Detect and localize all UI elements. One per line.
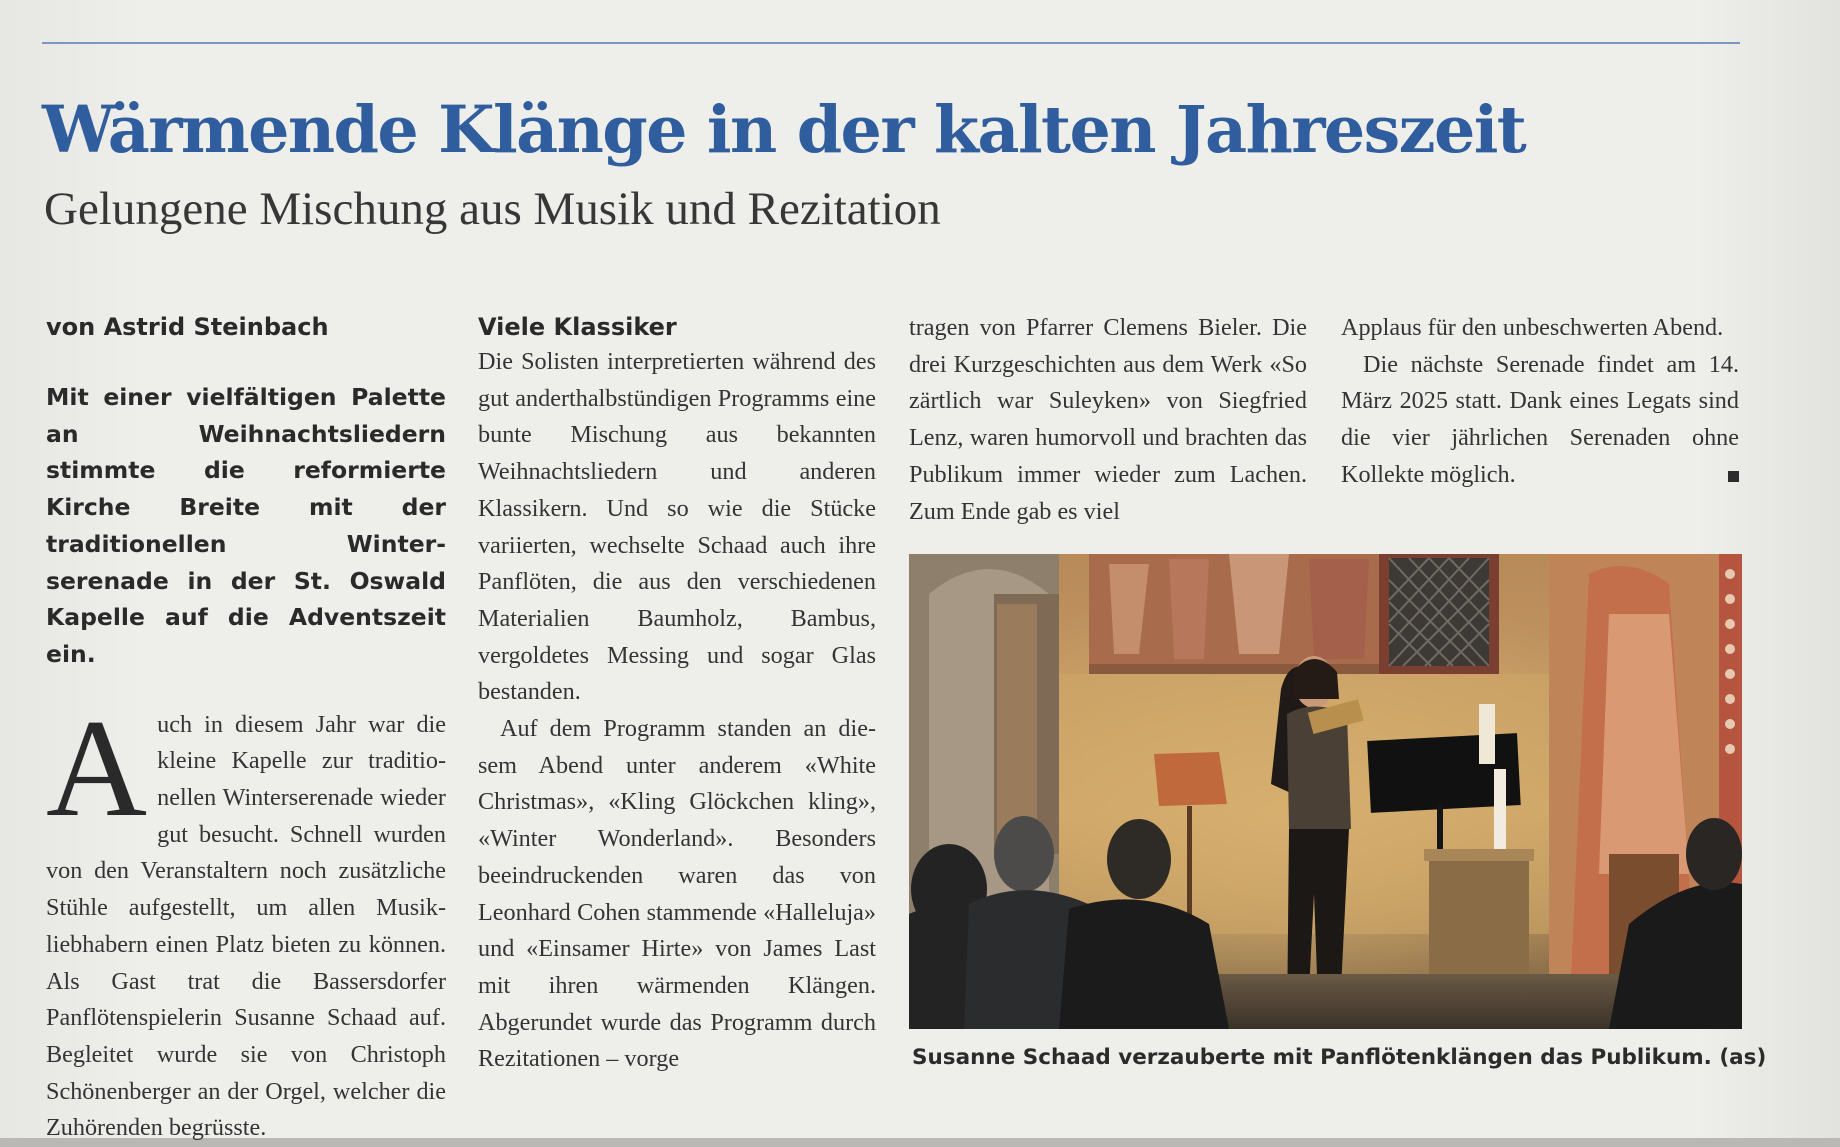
column-2 — [478, 312, 876, 1078]
end-of-article-mark — [1728, 471, 1739, 482]
body-paragraph-2: Die Solisten interpretierten während des gut anderthalbstündigen Programms eine bunte Mischung aus bekannten Weihnachtsliedern und anderen Klassikern. Und so wie die Stücke variierten, wechselte Schaad auch ihre Panflöten, die aus den verschiedenen Materialien Baumholz, Bambus, vergoldetes Messing und sogar Glas bestanden. — [478, 348, 876, 706]
body-paragraph-4 — [1341, 347, 1739, 494]
column-3 — [909, 310, 1307, 530]
body-paragraph-3-start: Auf dem Programm standen an diesem Abend unter anderem «White Christmas», «Kling Glöckchen kling», «Winter Wonderland». Besonders beeindruckenden waren das von Leonhard Cohen stammende «Halleluja» und «Einsamer Hirte» von James Last mit ihren wärmenden Klängen. Abgerundet wurde das Programm durch Rezitationen – vorge — [478, 715, 876, 1073]
body-paragraph-1 — [46, 690, 446, 1147]
concert-photo-illustration — [909, 554, 1742, 1029]
photo-caption: Susanne Schaad verzauberte mit Panflötenklängen das Publikum. (as) — [912, 1045, 1767, 1070]
byline: von Astrid Steinbach — [46, 313, 329, 341]
lead-paragraph: Mit einer vielfältigen Palette an Weihnachtsliedern stimmte die reformierte Kirche Breite mit der traditionellen Winterserenade in der St. Oswald Kapelle auf die Adventszeit ein. — [46, 383, 446, 668]
body-paragraph-4-text: Die nächste Serenade findet am 14. März 2025 statt. Dank eines Legats sind die vier jährlichen Serenaden ohne Kollekte möglich. — [1341, 350, 1739, 488]
concert-photo — [909, 554, 1742, 1029]
article-subheadline: Gelungene Mischung aus Musik und Rezitation — [44, 183, 941, 235]
top-rule — [42, 42, 1740, 44]
column-4 — [1341, 310, 1739, 494]
body-paragraph-3-continued: tragen von Pfarrer Clemens Bieler. Die drei Kurzgeschichten aus dem Werk «So zärtlich war Suleyken» von Siegfried Lenz, waren humorvoll und brachten das Publikum immer wieder zum Lachen. Zum Ende gab es viel — [909, 314, 1307, 525]
section-heading: Viele Klassiker — [478, 313, 677, 341]
body-paragraph-1-text: uch in diesem Jahr war die kleine Kapelle zur traditionellen Winterserenade wieder gut besucht. Schnell wurden von den Veranstaltern noch zusätzliche Stühle aufgestellt, um allen Musikliebhabern einen Platz bieten zu können. Als Gast trat die Bassersdorfer Panflötenspielerin Susanne Schaad auf. Begleitet wurde sie von Christoph Schönenberger an der Orgel, welcher die Zuhörenden begrüsste. — [46, 710, 446, 1142]
column-1 — [46, 309, 446, 1147]
body-paragraph-3-end: Applaus für den unbeschwerten Abend. — [1341, 314, 1724, 341]
article-headline: Wärmende Klänge in der kalten Jahreszeit — [42, 92, 1526, 168]
cropped-previous-text — [40, 2, 1760, 12]
drop-cap: A — [46, 690, 148, 846]
